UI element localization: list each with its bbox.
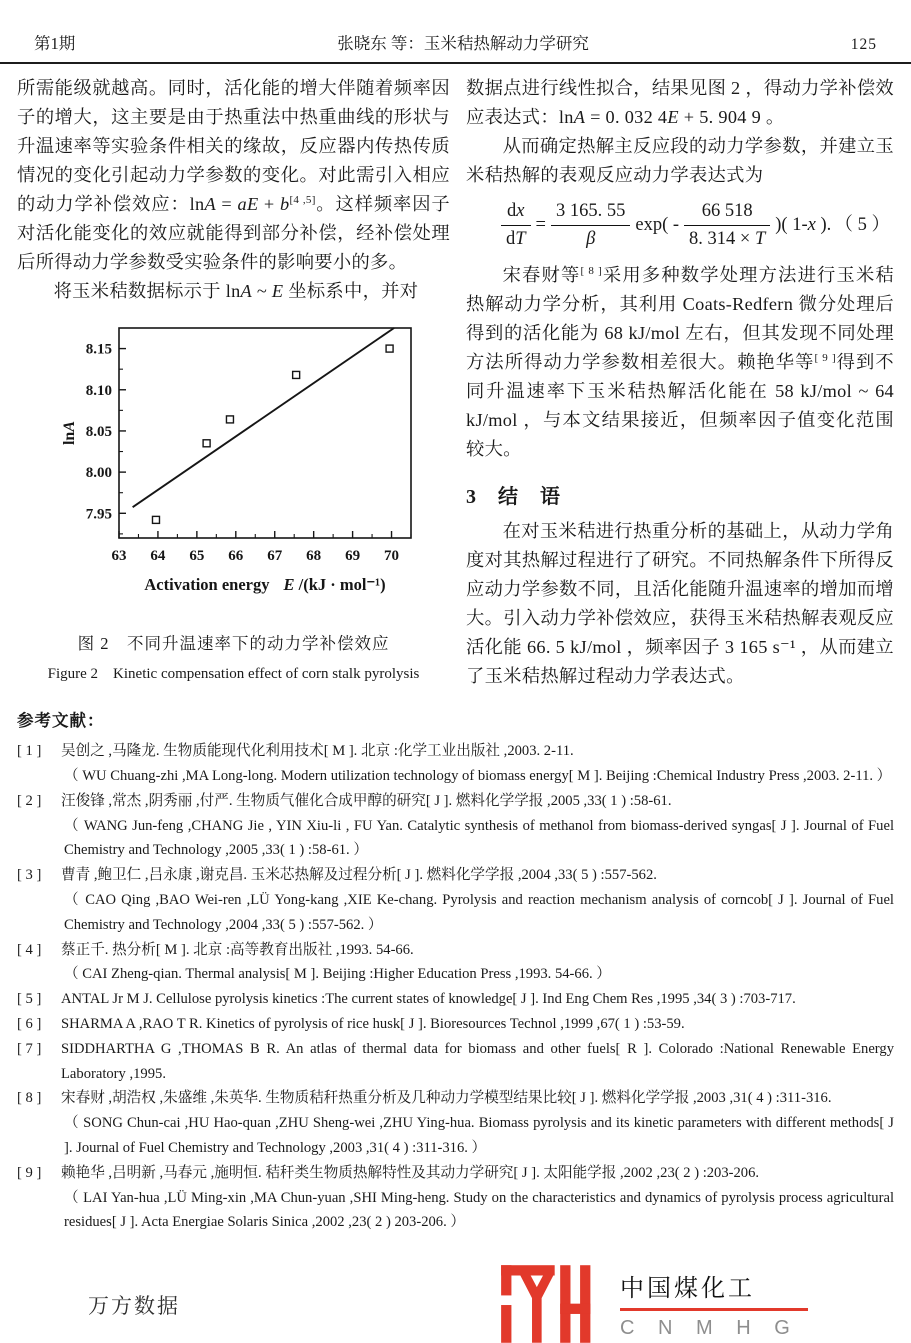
eq-numerator: 66 518 [684, 200, 770, 226]
reference-body [61, 1037, 894, 1087]
paragraph-song-lai: 宋春财等[ 8 ]采用多种数学处理方法进行玉米秸热解动力学分析，其利用 Coats-Redfern 微分处理后得到的活化能为 68 kJ/mol 左右，但其发现不同处理方法所得动力学参数相差很大。赖艳华等[ 9 ]得到不同升温速率下玉米秸热解活化能在 58 kJ/mol ~ 64 kJ/mol ，与本文结果接近，但频率因子值变化范围较大。 [466, 265, 895, 460]
page-number: 125 [850, 36, 877, 53]
svg-text:66: 66 [228, 548, 244, 564]
reference-number: [ 1 ] [17, 743, 42, 760]
references-title: 参考文献： [17, 712, 105, 731]
reference-number: [ 8 ] [17, 1090, 42, 1107]
reference-number: [ 7 ] [17, 1040, 42, 1057]
journal-issue: 第1期 [34, 34, 76, 53]
reference-item [17, 1012, 894, 1037]
eq-denominator: β [586, 229, 596, 250]
eq-numerator: dx [501, 200, 531, 226]
reference-item [17, 938, 894, 988]
reference-body [61, 863, 894, 937]
reference-item [17, 863, 894, 937]
paragraph-kinetic-params: 从而确定热解主反应段的动力学参数，并建立玉米秸热解的表观反应动力学表达式为 [466, 136, 894, 185]
reference-body [61, 1012, 894, 1037]
reference-translation: （ CAI Zheng-qian. Thermal analysis[ M ]. Beijing :Higher Education Press ,1993. 54-66. ） [64, 966, 611, 983]
svg-text:65: 65 [189, 548, 205, 564]
reference-body [61, 1086, 894, 1160]
eq-equals: = [535, 215, 546, 236]
reference-body [61, 739, 894, 789]
scatter-plot [57, 316, 425, 618]
reference-text: SHARMA A ,RAO T R. Kinetics of pyrolysis of rice husk[ J ]. Bioresources Technol ,1999 ,67( 1 ) :53-59. [61, 1016, 685, 1033]
reference-translation: （ WANG Jun-feng ,CHANG Jie , YIN Xiu-li , FU Yan. Catalytic synthesis of methanol from biomass-derived syngas[ J ]. Journal of Fuel Chemistry and Technology ,2005 ,33( 1 ) :58-61. ） [64, 817, 894, 859]
svg-text:8.15: 8.15 [85, 341, 112, 358]
reference-text: 赖艳华 ,吕明新 ,马春元 ,施明恒. 秸秆类生物质热解特性及其动力学研究[ J ]. 太阳能学报 ,2002 ,23( 2 ) :203-206. [61, 1164, 760, 1181]
reference-item [17, 1086, 894, 1160]
svg-text:8.10: 8.10 [85, 382, 112, 399]
reference-text: ANTAL Jr M J. Cellulose pyrolysis kinetics :The current states of knowledge[ J ]. Ind Eng Chem Res ,1995 ,34( 3 ) :703-717. [61, 991, 796, 1008]
left-column [17, 74, 450, 691]
cnmhg-logo-mark-icon [497, 1265, 600, 1343]
eq-exp: exp( - [635, 215, 680, 236]
section-heading-conclusion: 3 结 语 [466, 486, 561, 509]
eq-denominator: dT [506, 229, 526, 250]
page-header [0, 0, 911, 64]
reference-number: [ 2 ] [17, 792, 42, 809]
figure-caption-en: Figure 2 Kinetic compensation effect of corn stalk pyrolysis [47, 666, 420, 682]
reference-translation: （ SONG Chun-cai ,HU Hao-quan ,ZHU Sheng-wei ,ZHU Ying-hua. Biomass pyrolysis and its kinetic parameters with different methods[ J ]. Journal of Fuel Chemistry and Technology ,2003 ,31( 4 ) :311-316. ） [64, 1115, 894, 1156]
cnmhg-logo [497, 1265, 827, 1343]
reference-item [17, 987, 894, 1012]
logo-chinese: 中国煤化工 [620, 1275, 755, 1303]
paragraph-fit-result: 数据点进行线性拟合，结果见图 2 ，得动力学补偿效应表达式：lnA = 0. 032 4E + 5. 904 9 。 [466, 78, 894, 127]
svg-text:64: 64 [150, 548, 166, 564]
reference-translation: （ WU Chuang-zhi ,MA Long-long. Modern utilization technology of biomass energy[ M ]. Beijing :Chemical Industry Press ,2003. 2-11. ） [64, 768, 892, 785]
running-title: 张晓东 等：玉米秸热解动力学研究 [337, 34, 589, 53]
figure-2 [17, 316, 450, 683]
body-columns [0, 74, 911, 691]
reference-text: 曹青 ,鲍卫仁 ,吕永康 ,谢克昌. 玉米芯热解及过程分析[ J ]. 燃料化学学报 ,2004 ,33( 5 ) :557-562. [61, 867, 657, 884]
figure-caption-zh: 图 2 不同升温速率下的动力学补偿效应 [77, 634, 390, 653]
reference-text: SIDDHARTHA G ,THOMAS B R. An atlas of thermal data for biomass and other fuels[ R ]. Colorado :National Renewable Energy Laboratory ,1995. [61, 1040, 894, 1082]
svg-text:8.00: 8.00 [85, 465, 112, 482]
reference-item [17, 1161, 894, 1235]
wanfang-watermark: 万方数据 [88, 1295, 180, 1318]
reference-number: [ 5 ] [17, 991, 42, 1008]
references-list [17, 739, 894, 1235]
reference-body [61, 789, 894, 863]
eq-denominator: 8. 314 × T [689, 229, 766, 250]
svg-text:8.05: 8.05 [85, 423, 112, 440]
eq-numerator: 3 165. 55 [551, 200, 630, 226]
reference-item [17, 789, 894, 863]
svg-text:69: 69 [345, 548, 361, 564]
fraction-preexp [551, 200, 630, 251]
reference-translation: （ CAO Qing ,BAO Wei-ren ,LÜ Yong-kang ,XIE Ke-chang. Pyrolysis and reaction mechanism analysis of corncob[ J ]. Journal of Fuel Chemistry and Technology ,2004 ,33( 5 ) :557-562. ） [64, 892, 894, 933]
reference-translation: （ LAI Yan-hua ,LÜ Ming-xin ,MA Chun-yuan ,SHI Ming-heng. Study on the characteristics and dynamics of pyrolysis process agricultural residues[ J ]. Acta Energiae Solaris Sinica ,2002 ,23( 2 ) 203-206. ） [64, 1189, 894, 1231]
svg-text:67: 67 [267, 548, 283, 564]
paragraph-plot-intro: 将玉米秸数据标示于 lnA ~ E 坐标系中，并对 [53, 281, 419, 301]
equation-number: （ 5 ） [834, 215, 890, 236]
cnmhg-logo-text [620, 1268, 808, 1340]
reference-number: [ 6 ] [17, 1016, 42, 1033]
logo-rule [620, 1308, 808, 1311]
right-column [466, 74, 894, 691]
reference-body [61, 1161, 894, 1235]
reference-body [61, 987, 894, 1012]
reference-text: 吴创之 ,马隆龙. 生物质能现代化利用技术[ M ]. 北京 :化学工业出版社 ,2003. 2-11. [61, 743, 574, 760]
reference-text: 宋春财 ,胡浩权 ,朱盛维 ,朱英华. 生物质秸秆热重分析及几种动力学模型结果比较[ J ]. 燃料化学学报 ,2003 ,31( 4 ) :311-316. [61, 1090, 832, 1107]
reference-text: 蔡正千. 热分析[ M ]. 北京 :高等教育出版社 ,1993. 54-66. [61, 941, 414, 958]
reference-body [61, 938, 894, 988]
svg-text:68: 68 [306, 548, 322, 564]
logo-latin: C N M H G [620, 1317, 799, 1340]
svg-text:Activation energyE /(kJ · mol⁻: Activation energy E /(kJ · mol⁻¹) [144, 575, 386, 594]
references-section [0, 707, 911, 1235]
reference-number: [ 3 ] [17, 867, 42, 884]
reference-number: [ 4 ] [17, 941, 42, 958]
fraction-activation [684, 200, 770, 251]
paragraph-conclusion: 在对玉米秸进行热重分析的基础上，从动力学角度对其热解过程进行了研究。不同热解条件下所得反应动力学参数不同，且活化能随升温速率的增加而增大。引入动力学补偿效应，获得玉米秸热解表观反应活化能 66. 5 kJ/mol ，频率因子 3 165 s⁻¹ ，从而建立了玉米秸热解过程动力学表达式。 [466, 521, 894, 687]
reference-number: [ 9 ] [17, 1164, 42, 1181]
reference-item [17, 1037, 894, 1087]
reference-text: 汪俊锋 ,常杰 ,阴秀丽 ,付严. 生物质气催化合成甲醇的研究[ J ]. 燃料化学学报 ,2005 ,33( 1 ) :58-61. [61, 792, 672, 809]
svg-text:70: 70 [384, 548, 400, 564]
svg-text:7.95: 7.95 [85, 506, 112, 523]
fraction-dxdT [501, 200, 531, 251]
svg-text:lnA: lnA [61, 420, 78, 446]
equation-5 [466, 200, 894, 251]
reference-item [17, 739, 894, 789]
paragraph-compensation: 所需能级就越高。同时，活化能的增大伴随着频率因子的增大，这主要是由于热重法中热重曲线的形状与升温速率等实验条件相关的缘故，反应器内传热传质情况的变化引起动力学参数的变化。对此需引入相应的动力学补偿效应：lnA = aE + b[4 ,5]。这样频率因子对活化能变化的效应就能得到部分补偿，经补偿处理后所得动力学参数受实验条件的影响要小的多。 [17, 78, 450, 272]
svg-text:63: 63 [111, 548, 127, 564]
eq-tail: )( 1-x ). [775, 215, 832, 236]
